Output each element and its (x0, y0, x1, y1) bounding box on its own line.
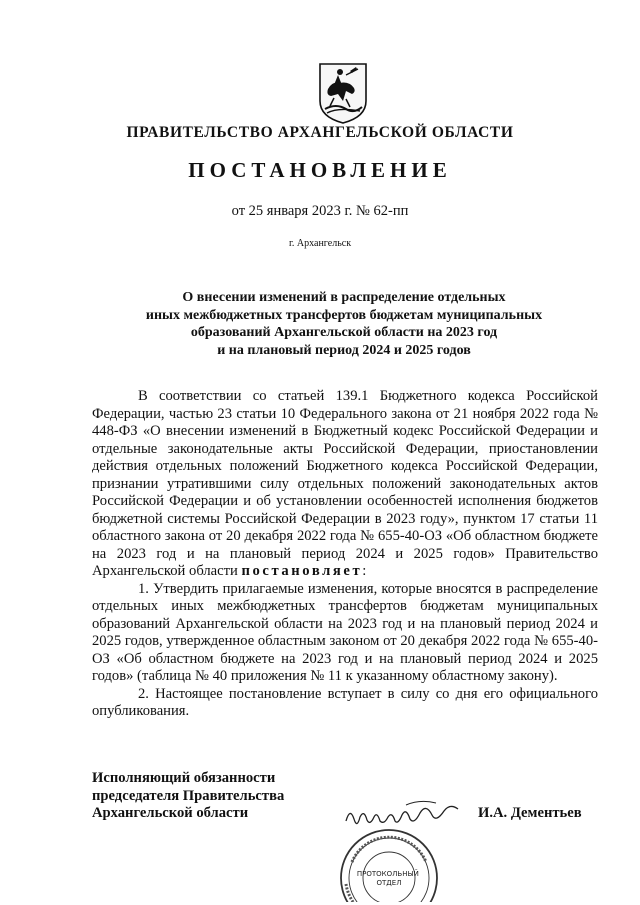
preamble-colon: : (362, 563, 367, 579)
document-title (90, 289, 598, 359)
coat-of-arms-icon (316, 61, 370, 125)
signer-position-line: председателя Правительства (92, 787, 285, 804)
title-line: О внесении изменений в распределение отдельных (182, 290, 506, 305)
resolve-keyword: постановляет (241, 563, 363, 579)
preamble-paragraph (92, 388, 598, 581)
document-body (92, 388, 598, 721)
document-date-number: от 25 января 2023 г. № 62-пп (231, 203, 409, 219)
document-city: г. Архангельск (288, 238, 352, 249)
clause-2-paragraph: 2. Настоящее постановление вступает в силу со дня его официального опубликования. (92, 685, 598, 719)
signer-position-line: Исполняющий обязанности (92, 770, 276, 786)
clause-1-paragraph: 1. Утвердить прилагаемые изменения, которые вносятся в распределение отдельных иных межбюджетных трансфертов бюджетам муниципальных образований Архангельской области на 2023 год и на плановый период 2024 и 2025 годов, утвержденное областным законом от 20 декабря 2022 года № 655-40-ОЗ «Об областном бюджете на 2023 год и на плановый период 2024 и 2025 годов» (таблица № 40 приложения № 11 к указанному областному закону). (92, 580, 598, 684)
document-type: ПОСТАНОВЛЕНИЕ (188, 158, 452, 182)
title-line: и на плановый период 2024 и 2025 годов (217, 342, 471, 358)
preamble-text: В соответствии со статьей 139.1 Бюджетного кодекса Российской Федерации, частью 23 статьи 10 Федерального закона от 21 ноября 2022 года № 448-ФЗ «О внесении изменений в Бюджетный кодекс Российской Федерации и отдельные законодательные акты Российской Федерации, приостановлении действия отдельных положений Бюджетного кодекса Российской Федерации, признании утратившими силу отдельных положений законодательных актов Российской Федерации и об установлении особенностей исполнения бюджетов бюджетной системы Российской Федерации в 2023 году», пунктом 17 статьи 11 областного закона от 20 декабря 2022 года № 655-40-ОЗ «Об областном бюджете на 2023 год и на плановый период 2024 и 2025 годов» Правительство Архангельской области (92, 388, 598, 579)
title-line: иных межбюджетных трансфертов бюджетам муниципальных (145, 307, 543, 323)
signer-position (92, 770, 284, 823)
title-line: образований Архангельской области на 2023 год (190, 325, 498, 340)
official-stamp (338, 822, 440, 902)
signer-position-line: Архангельской области (92, 805, 249, 821)
signer-name: И.А. Дементьев (478, 805, 582, 821)
svg-text:ПРОТОКОЛЬНЫЙ ОТДЕЛ: ПРОТОКОЛЬНЫЙ ОТДЕЛ (356, 870, 419, 887)
organization-name: ПРАВИТЕЛЬСТВО АРХАНГЕЛЬСКОЙ ОБЛАСТИ (126, 124, 514, 141)
